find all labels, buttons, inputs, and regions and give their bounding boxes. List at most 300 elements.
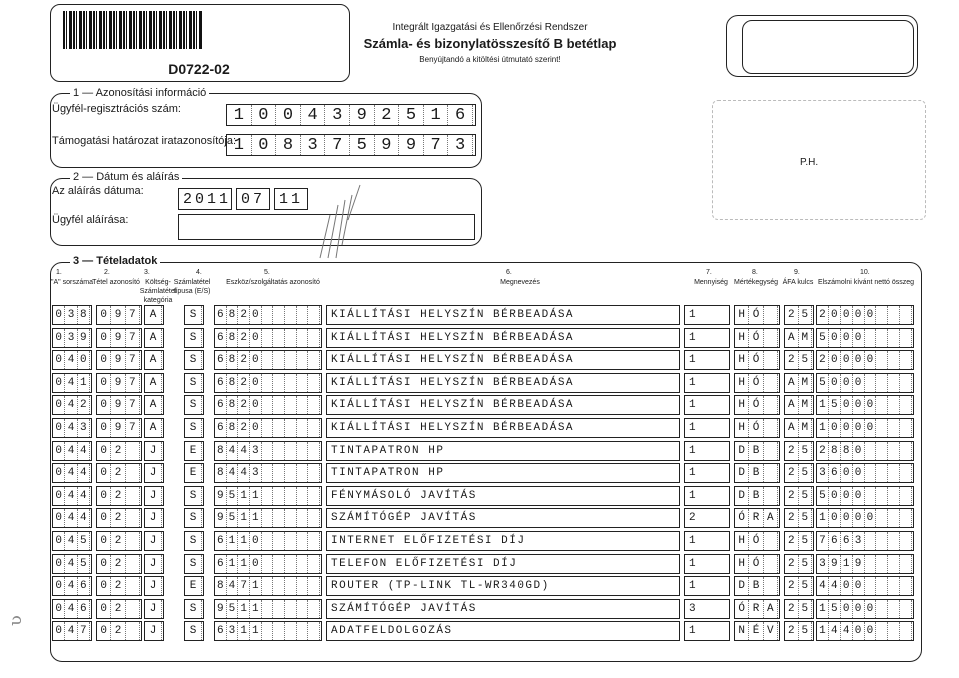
cell-menny: [684, 621, 730, 641]
cell-value: 0 3 8: [53, 306, 90, 324]
cell-value: KIÁLLÍTÁSI HELYSZÍN BÉRBEADÁSA: [331, 399, 575, 412]
cell-eszkoz: [214, 328, 322, 348]
cell-tetel: [96, 463, 142, 483]
cell-value: 1: [689, 399, 698, 412]
cell-me: [734, 418, 780, 438]
cell-megnev: [326, 373, 680, 393]
col-header: Elszámolni kívánt nettó összeg: [817, 279, 915, 286]
cell-value: 1: [689, 422, 698, 434]
support_digits-digit: 0: [252, 135, 277, 155]
cell-afa: [784, 373, 814, 393]
cell-me: [734, 441, 780, 461]
cell-value: TELEFON ELŐFIZETÉSI DÍJ: [331, 557, 518, 570]
col-number: 9.: [794, 269, 800, 276]
cell-tipus: [184, 621, 204, 641]
cell-kat: [144, 621, 164, 641]
cell-value: D B: [735, 442, 778, 460]
client_reg_digits-digit: 0: [252, 105, 277, 125]
cell-value: INTERNET ELŐFIZETÉSI DÍJ: [331, 535, 526, 547]
cell-menny: [684, 373, 730, 393]
cell-value: 9 5 1 1: [215, 509, 320, 527]
cell-menny: [684, 531, 730, 551]
cell-me: [734, 576, 780, 596]
support-label: Támogatási határozat iratazonosítója:: [52, 135, 237, 147]
cell-afa: [784, 576, 814, 596]
cell-value: 6 1 1 0: [215, 555, 320, 573]
signature-label: Ügyfél aláírása:: [52, 214, 129, 226]
cell-tetel: [96, 508, 142, 528]
cell-value: A: [145, 396, 162, 414]
cell-value: H Ó: [735, 329, 778, 347]
cell-value: A: [145, 351, 162, 369]
cell-value: S: [185, 532, 202, 550]
cell-tetel: [96, 554, 142, 574]
cell-value: ADATFELDOLGOZÁS: [331, 625, 453, 638]
cell-value: N É V: [735, 622, 778, 640]
cell-value: 2 5: [785, 442, 812, 460]
cell-megnev: [326, 554, 680, 574]
cell-value: 0 9 7: [97, 306, 140, 324]
cell-me: [734, 486, 780, 506]
cell-value: 1: [689, 376, 698, 389]
cell-value: KIÁLLÍTÁSI HELYSZÍN BÉRBEADÁSA: [331, 376, 575, 389]
cell-tipus: [184, 418, 204, 438]
cell-tetel: [96, 350, 142, 370]
cell-value: 0 4 4: [53, 509, 90, 527]
date-month: 07: [241, 190, 266, 208]
cell-value: 1: [689, 557, 698, 570]
cell-value: H Ó: [735, 351, 778, 369]
cell-osszeg: [816, 305, 914, 325]
cell-value: 0 2: [97, 555, 140, 573]
cell-a: [52, 418, 92, 438]
cell-a: [52, 554, 92, 574]
cell-megnev: [326, 418, 680, 438]
cell-value: FÉNYMÁSOLÓ JAVÍTÁS: [331, 489, 477, 502]
cell-megnev: [326, 621, 680, 641]
date-label: Az aláírás dátuma:: [52, 185, 144, 197]
col-number: 10.: [860, 269, 870, 276]
section2-heading: 2 — Dátum és aláírás: [70, 171, 182, 183]
cell-value: 3: [689, 602, 698, 615]
cell-osszeg: [816, 621, 914, 641]
cell-eszkoz: [214, 621, 322, 641]
cell-eszkoz: [214, 576, 322, 596]
cell-tipus: [184, 531, 204, 551]
cell-value: S: [185, 419, 202, 437]
cell-osszeg: [816, 350, 914, 370]
cell-value: 1 5 0 0 0: [817, 600, 912, 618]
cell-osszeg: [816, 441, 914, 461]
support_digits-digit: 7: [424, 135, 449, 155]
cell-afa: [784, 395, 814, 415]
cell-value: 2 5: [785, 532, 812, 550]
form-code: D0722-02: [168, 61, 230, 77]
cell-value: 1: [689, 580, 698, 593]
cell-value: 6 8 2 0: [215, 351, 320, 369]
cell-value: 6 8 2 0: [215, 374, 320, 392]
margin-handwriting: ʋ: [4, 615, 26, 626]
cell-me: [734, 463, 780, 483]
cell-value: 0 2: [97, 532, 140, 550]
cell-value: J: [145, 600, 162, 618]
cell-value: 7 6 6 3: [817, 532, 912, 550]
cell-kat: [144, 486, 164, 506]
support_digits-digit: 1: [227, 135, 252, 155]
cell-osszeg: [816, 531, 914, 551]
cell-me: [734, 328, 780, 348]
cell-value: ROUTER (TP-LINK TL-WR340GD): [331, 580, 550, 593]
cell-tetel: [96, 395, 142, 415]
cell-value: 5 0 0 0: [817, 374, 912, 392]
cell-value: 2 5: [785, 487, 812, 505]
cell-value: 8 4 7 1: [215, 577, 320, 595]
cell-value: 0 4 4: [53, 464, 90, 482]
cell-value: 0 4 4: [53, 487, 90, 505]
cell-value: TINTAPATRON HP: [331, 467, 445, 480]
cell-value: 1: [689, 467, 698, 480]
cell-menny: [684, 395, 730, 415]
cell-value: E: [185, 442, 202, 460]
cell-value: S: [185, 374, 202, 392]
cell-afa: [784, 350, 814, 370]
cell-menny: [684, 305, 730, 325]
client_reg_digits-digit: 1: [227, 105, 252, 125]
cell-value: J: [145, 487, 162, 505]
cell-tipus: [184, 599, 204, 619]
cell-osszeg: [816, 599, 914, 619]
col-header: Költség- Számlatétel kategória: [139, 279, 177, 304]
cell-afa: [784, 441, 814, 461]
cell-afa: [784, 599, 814, 619]
cell-eszkoz: [214, 554, 322, 574]
system-name: Integrált Igazgatási és Ellenőrzési Rendszer: [392, 22, 588, 33]
cell-kat: [144, 508, 164, 528]
cell-value: D B: [735, 487, 778, 505]
cell-me: [734, 554, 780, 574]
cell-value: 4 4 0 0: [817, 577, 912, 595]
date-month-field: [236, 188, 270, 210]
cell-value: 0 4 4: [53, 442, 90, 460]
cell-value: S: [185, 396, 202, 414]
cell-value: 2 5: [785, 464, 812, 482]
cell-kat: [144, 531, 164, 551]
client-reg-field: [226, 104, 476, 126]
col-number: 1.: [56, 269, 62, 276]
cell-value: 2 8 8 0: [817, 442, 912, 460]
cell-megnev: [326, 395, 680, 415]
cell-value: E: [185, 577, 202, 595]
cell-value: 5 0 0 0: [817, 329, 912, 347]
cell-value: J: [145, 442, 162, 460]
cell-tipus: [184, 554, 204, 574]
cell-kat: [144, 328, 164, 348]
cell-me: [734, 395, 780, 415]
cell-eszkoz: [214, 463, 322, 483]
cell-value: 8 4 4 3: [215, 464, 320, 482]
col-header: Mértékegység: [734, 279, 778, 286]
cell-value: 0 2: [97, 600, 140, 618]
col-number: 8.: [752, 269, 758, 276]
signature-scribble: [310, 180, 370, 260]
cell-value: J: [145, 464, 162, 482]
date-day-field: [274, 188, 308, 210]
cell-osszeg: [816, 486, 914, 506]
cell-value: J: [145, 532, 162, 550]
cell-value: 0 4 7: [53, 622, 90, 640]
cell-value: S: [185, 555, 202, 573]
cell-menny: [684, 418, 730, 438]
cell-value: H Ó: [735, 532, 778, 550]
cell-value: Ó R A: [735, 509, 778, 527]
col-header: Tétel azonosító: [92, 279, 140, 286]
cell-me: [734, 373, 780, 393]
cell-a: [52, 531, 92, 551]
cell-tetel: [96, 486, 142, 506]
cell-value: H Ó: [735, 396, 778, 414]
cell-value: Ó R A: [735, 600, 778, 618]
cell-value: 0 9 7: [97, 329, 140, 347]
support_digits-digit: 7: [325, 135, 350, 155]
cell-osszeg: [816, 418, 914, 438]
col-number: 7.: [706, 269, 712, 276]
cell-value: S: [185, 509, 202, 527]
cell-eszkoz: [214, 531, 322, 551]
cell-value: 0 4 1: [53, 374, 90, 392]
cell-tipus: [184, 508, 204, 528]
cell-value: 1: [689, 444, 698, 457]
cell-a: [52, 441, 92, 461]
cell-value: 6 8 2 0: [215, 329, 320, 347]
cell-tipus: [184, 441, 204, 461]
cell-afa: [784, 328, 814, 348]
col-number: 5.: [264, 269, 270, 276]
cell-value: KIÁLLÍTÁSI HELYSZÍN BÉRBEADÁSA: [331, 309, 575, 321]
cell-value: 0 2: [97, 442, 140, 460]
cell-value: H Ó: [735, 555, 778, 573]
cell-value: 2 5: [785, 306, 812, 324]
cell-tetel: [96, 576, 142, 596]
cell-value: 0 4 6: [53, 600, 90, 618]
support-id-field: [226, 134, 476, 156]
cell-eszkoz: [214, 373, 322, 393]
cell-value: J: [145, 622, 162, 640]
cell-tipus: [184, 305, 204, 325]
cell-value: 1: [689, 354, 698, 367]
cell-value: 0 4 2: [53, 396, 90, 414]
cell-value: D B: [735, 577, 778, 595]
cell-value: 3 9 1 9: [817, 555, 912, 573]
cell-a: [52, 328, 92, 348]
cell-me: [734, 621, 780, 641]
cell-kat: [144, 463, 164, 483]
cell-afa: [784, 486, 814, 506]
cell-tetel: [96, 531, 142, 551]
cell-menny: [684, 486, 730, 506]
col-number: 6.: [506, 269, 512, 276]
cell-tipus: [184, 576, 204, 596]
cell-value: SZÁMÍTÓGÉP JAVÍTÁS: [331, 602, 477, 615]
cell-a: [52, 621, 92, 641]
cell-value: H Ó: [735, 306, 778, 324]
cell-kat: [144, 418, 164, 438]
cell-value: 8 4 4 3: [215, 442, 320, 460]
cell-value: 1: [689, 331, 698, 344]
cell-value: 0 9 7: [97, 396, 140, 414]
cell-tipus: [184, 463, 204, 483]
cell-value: H Ó: [735, 374, 778, 392]
stamp-area: [712, 100, 926, 220]
header-code-box: [50, 4, 350, 82]
cell-a: [52, 305, 92, 325]
cell-value: S: [185, 329, 202, 347]
cell-menny: [684, 441, 730, 461]
cell-value: 0 4 0: [53, 351, 90, 369]
cell-value: 2 5: [785, 622, 812, 640]
cell-eszkoz: [214, 305, 322, 325]
date-year-field: [178, 188, 232, 210]
cell-kat: [144, 395, 164, 415]
cell-osszeg: [816, 328, 914, 348]
cell-tipus: [184, 373, 204, 393]
client_reg_digits-digit: 3: [325, 105, 350, 125]
cell-a: [52, 373, 92, 393]
cell-eszkoz: [214, 350, 322, 370]
cell-value: A: [145, 329, 162, 347]
cell-value: 6 1 1 0: [215, 532, 320, 550]
cell-a: [52, 395, 92, 415]
cell-megnev: [326, 328, 680, 348]
cell-value: S: [185, 351, 202, 369]
date-year: 2011: [183, 190, 232, 208]
cell-value: 2 5: [785, 509, 812, 527]
cell-afa: [784, 531, 814, 551]
barcode: [63, 11, 203, 49]
cell-a: [52, 599, 92, 619]
cell-afa: [784, 508, 814, 528]
cell-afa: [784, 621, 814, 641]
cell-value: H Ó: [735, 419, 778, 437]
cell-value: 2: [689, 512, 698, 525]
col-number: 3.: [144, 269, 150, 276]
cell-value: 0 2: [97, 487, 140, 505]
cell-value: 3 6 0 0: [817, 464, 912, 482]
cell-afa: [784, 305, 814, 325]
cell-value: 6 8 2 0: [215, 419, 320, 437]
cell-megnev: [326, 441, 680, 461]
cell-eszkoz: [214, 395, 322, 415]
cell-me: [734, 508, 780, 528]
col-header: ÁFA kulcs: [782, 279, 814, 286]
client_reg_digits-digit: 0: [276, 105, 301, 125]
support_digits-digit: 3: [448, 135, 473, 155]
cell-value: D B: [735, 464, 778, 482]
client_reg_digits-digit: 6: [448, 105, 473, 125]
client-reg-label: Ügyfél-regisztrációs szám:: [52, 103, 181, 115]
cell-kat: [144, 554, 164, 574]
cell-eszkoz: [214, 508, 322, 528]
cell-a: [52, 463, 92, 483]
cell-megnev: [326, 599, 680, 619]
cell-value: 5 0 0 0: [817, 487, 912, 505]
cell-menny: [684, 576, 730, 596]
cell-value: 1 5 0 0 0: [817, 396, 912, 414]
cell-osszeg: [816, 554, 914, 574]
cell-a: [52, 508, 92, 528]
cell-value: 1: [689, 309, 698, 321]
cell-tetel: [96, 305, 142, 325]
cell-tetel: [96, 328, 142, 348]
cell-megnev: [326, 486, 680, 506]
cell-value: 0 9 7: [97, 351, 140, 369]
section1-heading: 1 — Azonosítási információ: [70, 87, 209, 99]
form-title: Számla- és bizonylatösszesítő B betétlap: [363, 36, 617, 51]
cell-me: [734, 531, 780, 551]
cell-kat: [144, 599, 164, 619]
cell-a: [52, 576, 92, 596]
col-header: Mennyiség: [694, 279, 728, 286]
section3-heading: 3 — Tételadatok: [70, 255, 160, 267]
cell-menny: [684, 350, 730, 370]
stamp-label: P.H.: [800, 157, 819, 168]
cell-value: 0 9 7: [97, 374, 140, 392]
cell-menny: [684, 508, 730, 528]
cell-value: 0 4 5: [53, 532, 90, 550]
support_digits-digit: 9: [399, 135, 424, 155]
cell-megnev: [326, 508, 680, 528]
support_digits-digit: 8: [276, 135, 301, 155]
col-number: 4.: [196, 269, 202, 276]
support_digits-digit: 5: [350, 135, 375, 155]
cell-value: 0 2: [97, 622, 140, 640]
cell-megnev: [326, 531, 680, 551]
cell-value: 2 5: [785, 351, 812, 369]
cell-osszeg: [816, 508, 914, 528]
col-header: Számlatétel típusa (E/S): [173, 279, 211, 295]
cell-value: 6 3 1 1: [215, 622, 320, 640]
cell-value: J: [145, 555, 162, 573]
form-subtitle: Benyújtandó a kitöltési útmutató szerint!: [419, 55, 561, 64]
cell-tetel: [96, 599, 142, 619]
top-right-inner-box: [742, 20, 914, 74]
cell-value: 2 0 0 0 0: [817, 306, 912, 324]
cell-value: J: [145, 577, 162, 595]
cell-value: E: [185, 464, 202, 482]
cell-afa: [784, 554, 814, 574]
cell-value: 1 4 4 0 0: [817, 622, 912, 640]
cell-megnev: [326, 350, 680, 370]
cell-megnev: [326, 463, 680, 483]
cell-eszkoz: [214, 441, 322, 461]
cell-menny: [684, 328, 730, 348]
cell-value: 2 5: [785, 555, 812, 573]
cell-value: 2 5: [785, 577, 812, 595]
cell-osszeg: [816, 576, 914, 596]
col-header: Eszköz/szolgáltatás azonosító: [226, 279, 320, 286]
cell-me: [734, 305, 780, 325]
cell-kat: [144, 350, 164, 370]
cell-kat: [144, 441, 164, 461]
cell-kat: [144, 576, 164, 596]
cell-menny: [684, 463, 730, 483]
cell-value: 9 5 1 1: [215, 600, 320, 618]
cell-megnev: [326, 305, 680, 325]
cell-value: A M: [785, 374, 812, 392]
cell-osszeg: [816, 373, 914, 393]
cell-value: A: [145, 306, 162, 324]
cell-afa: [784, 463, 814, 483]
cell-value: A M: [785, 396, 812, 414]
